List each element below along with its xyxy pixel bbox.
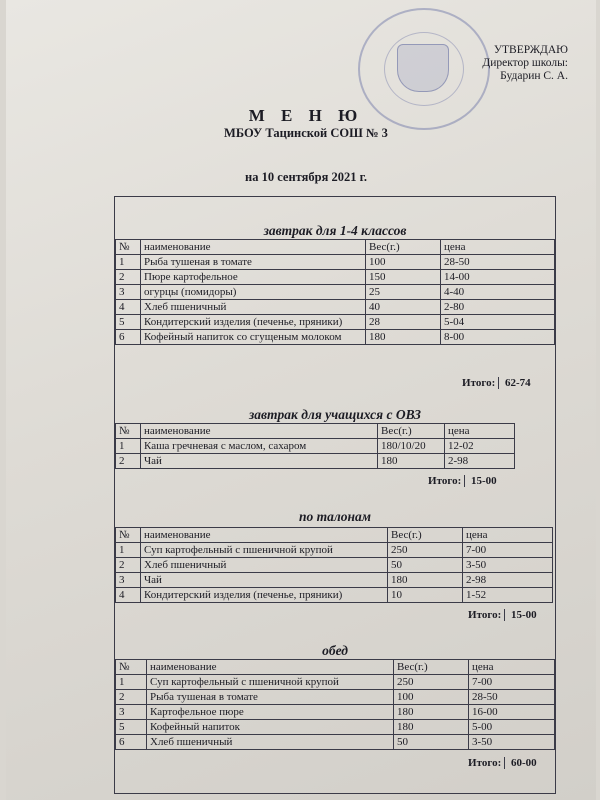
block-title-breakfast-ovz: завтрак для учащихся с ОВЗ xyxy=(248,407,422,422)
row-weight: 40 xyxy=(366,300,441,315)
table-breakfast-ovz xyxy=(115,423,515,469)
table-lunch xyxy=(115,659,555,750)
row-name: Хлеб пшеничный xyxy=(147,735,394,750)
row-weight: 250 xyxy=(394,675,469,690)
approval-block xyxy=(482,44,568,83)
table-row xyxy=(116,315,555,330)
table-header-row xyxy=(116,240,555,255)
total-row-breakfast-1-4 xyxy=(115,377,545,389)
row-name: Чай xyxy=(141,573,388,588)
row-price: 8-00 xyxy=(441,330,555,345)
row-name: Кондитерский изделия (печенье, пряники) xyxy=(141,588,388,603)
row-num: 2 xyxy=(116,454,141,469)
block-title-breakfast-1-4: завтрак для 1-4 классов xyxy=(263,223,407,238)
total-value: 15-00 xyxy=(504,609,551,621)
total-value: 62-74 xyxy=(498,377,545,389)
row-price: 1-52 xyxy=(463,588,553,603)
table-row xyxy=(116,454,515,469)
table-row xyxy=(116,720,555,735)
total-value: 60-00 xyxy=(504,757,551,769)
row-weight: 100 xyxy=(366,255,441,270)
table-row xyxy=(116,285,555,300)
school-name: МБОУ Тацинской СОШ № 3 xyxy=(224,126,388,140)
row-weight: 150 xyxy=(366,270,441,285)
row-weight: 180 xyxy=(378,454,445,469)
row-name: Суп картофельный с пшеничной крупой xyxy=(147,675,394,690)
table-row xyxy=(116,558,553,573)
table-row xyxy=(116,330,555,345)
total-label: Итого: xyxy=(428,475,462,487)
row-num: 6 xyxy=(116,330,141,345)
row-name: Хлеб пшеничный xyxy=(141,300,366,315)
coat-of-arms-icon xyxy=(397,44,449,92)
total-value: 15-00 xyxy=(464,475,511,487)
table-row xyxy=(116,690,555,705)
table-row xyxy=(116,573,553,588)
table-header-row xyxy=(116,660,555,675)
row-num: 4 xyxy=(116,588,141,603)
block-title-coupons: по талонам xyxy=(298,509,372,524)
menu-title: М Е Н Ю xyxy=(248,106,364,125)
row-weight: 180 xyxy=(394,705,469,720)
total-label: Итого: xyxy=(468,609,502,621)
row-num: 3 xyxy=(116,573,141,588)
row-num: 3 xyxy=(116,285,141,300)
col-weight: Вес(г.) xyxy=(378,424,445,439)
row-weight: 10 xyxy=(388,588,463,603)
total-label: Итого: xyxy=(462,377,496,389)
row-weight: 100 xyxy=(394,690,469,705)
col-price: цена xyxy=(463,528,553,543)
row-name: Кондитерский изделия (печенье, пряники) xyxy=(141,315,366,330)
row-name: Кофейный напиток xyxy=(147,720,394,735)
row-name: Рыба тушеная в томате xyxy=(141,255,366,270)
col-price: цена xyxy=(445,424,515,439)
row-num: 5 xyxy=(116,720,147,735)
row-weight: 180 xyxy=(394,720,469,735)
table-breakfast-1-4 xyxy=(115,239,555,345)
table-row xyxy=(116,675,555,690)
row-name: Картофельное пюре xyxy=(147,705,394,720)
row-num: 1 xyxy=(116,675,147,690)
table-coupons xyxy=(115,527,553,603)
col-num: № xyxy=(116,240,141,255)
row-name: Суп картофельный с пшеничной крупой xyxy=(141,543,388,558)
row-price: 16-00 xyxy=(469,705,555,720)
approval-line-3: Бударин С. А. xyxy=(500,70,568,82)
document-page xyxy=(6,0,596,800)
col-num: № xyxy=(116,528,141,543)
row-price: 7-00 xyxy=(469,675,555,690)
table-row xyxy=(116,255,555,270)
row-weight: 180/10/20 xyxy=(378,439,445,454)
row-num: 5 xyxy=(116,315,141,330)
row-num: 1 xyxy=(116,439,141,454)
col-price: цена xyxy=(469,660,555,675)
row-weight: 50 xyxy=(394,735,469,750)
col-name: наименование xyxy=(141,240,366,255)
row-num: 2 xyxy=(116,690,147,705)
row-price: 5-04 xyxy=(441,315,555,330)
col-price: цена xyxy=(441,240,555,255)
row-weight: 180 xyxy=(388,573,463,588)
col-name: наименование xyxy=(147,660,394,675)
row-num: 1 xyxy=(116,255,141,270)
col-name: наименование xyxy=(141,424,378,439)
col-weight: Вес(г.) xyxy=(366,240,441,255)
total-label: Итого: xyxy=(468,757,502,769)
row-num: 6 xyxy=(116,735,147,750)
row-weight: 28 xyxy=(366,315,441,330)
col-weight: Вес(г.) xyxy=(394,660,469,675)
row-weight: 180 xyxy=(366,330,441,345)
menu-date: на 10 сентября 2021 г. xyxy=(245,170,367,184)
row-price: 5-00 xyxy=(469,720,555,735)
row-price: 4-40 xyxy=(441,285,555,300)
total-row-lunch xyxy=(115,757,551,769)
row-price: 2-98 xyxy=(445,454,515,469)
table-header-row xyxy=(116,424,515,439)
row-num: 4 xyxy=(116,300,141,315)
row-price: 7-00 xyxy=(463,543,553,558)
row-name: Каша гречневая с маслом, сахаром xyxy=(141,439,378,454)
row-num: 1 xyxy=(116,543,141,558)
table-row xyxy=(116,705,555,720)
block-title-lunch: обед xyxy=(322,643,348,658)
col-name: наименование xyxy=(141,528,388,543)
row-weight: 25 xyxy=(366,285,441,300)
table-row xyxy=(116,735,555,750)
row-name: Кофейный напиток со сгущеным молоком xyxy=(141,330,366,345)
table-row xyxy=(116,588,553,603)
row-name: Чай xyxy=(141,454,378,469)
col-num: № xyxy=(116,660,147,675)
row-num: 2 xyxy=(116,270,141,285)
col-weight: Вес(г.) xyxy=(388,528,463,543)
approval-line-2: Директор школы: xyxy=(482,57,568,69)
row-num: 2 xyxy=(116,558,141,573)
row-price: 3-50 xyxy=(463,558,553,573)
row-price: 3-50 xyxy=(469,735,555,750)
row-price: 28-50 xyxy=(469,690,555,705)
row-price: 12-02 xyxy=(445,439,515,454)
table-row xyxy=(116,543,553,558)
row-price: 2-98 xyxy=(463,573,553,588)
table-header-row xyxy=(116,528,553,543)
row-name: Пюре картофельное xyxy=(141,270,366,285)
total-row-breakfast-ovz xyxy=(115,475,511,487)
approval-line-1: УТВЕРЖДАЮ xyxy=(493,44,568,56)
table-row xyxy=(116,439,515,454)
table-row xyxy=(116,270,555,285)
row-num: 3 xyxy=(116,705,147,720)
row-weight: 250 xyxy=(388,543,463,558)
row-weight: 50 xyxy=(388,558,463,573)
row-name: огурцы (помидоры) xyxy=(141,285,366,300)
menu-frame xyxy=(114,196,556,794)
row-price: 14-00 xyxy=(441,270,555,285)
col-num: № xyxy=(116,424,141,439)
row-price: 2-80 xyxy=(441,300,555,315)
row-price: 28-50 xyxy=(441,255,555,270)
total-row-coupons xyxy=(115,609,551,621)
row-name: Рыба тушеная в томате xyxy=(147,690,394,705)
table-row xyxy=(116,300,555,315)
row-name: Хлеб пшеничный xyxy=(141,558,388,573)
